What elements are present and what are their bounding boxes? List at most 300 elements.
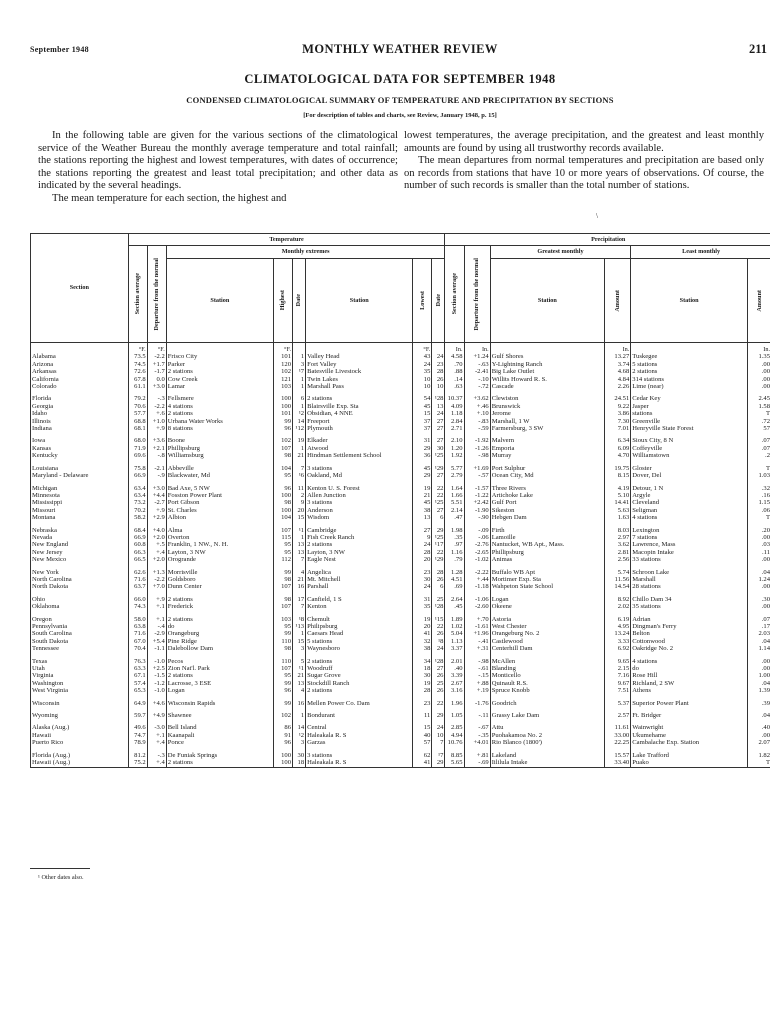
greatest-station-cell: Quinault R.S. <box>490 680 604 687</box>
least-amount-cell: 2.07 <box>748 739 770 746</box>
highest-date-cell: 4 <box>293 569 306 576</box>
section-name-cell: Texas <box>31 658 129 665</box>
precip-departure-cell: -1.57 <box>464 485 490 492</box>
section-name-cell: Maryland - Delaware <box>31 472 129 479</box>
highest-temp-cell: 98 <box>273 596 292 603</box>
highest-temp-cell: 100 <box>273 403 292 410</box>
highest-temp-cell: 99 <box>273 569 292 576</box>
temp-departure-cell: -1.1 <box>147 645 166 652</box>
precip-departure-cell: -.09 <box>464 527 490 534</box>
precip-departure-cell: -.11 <box>464 712 490 719</box>
greatest-amount-cell: 6.92 <box>605 645 631 652</box>
lowest-station-cell: 2 stations <box>306 395 413 402</box>
highest-temp-cell: 96 <box>273 739 292 746</box>
highest-temp-cell: 100 <box>273 752 292 759</box>
least-amount-cell: .00 <box>748 665 770 672</box>
highest-temp-cell: 102 <box>273 437 292 444</box>
lowest-station-cell: Blairsville Exp. Sta <box>306 403 413 410</box>
temp-departure-cell: 0.0 <box>147 376 166 383</box>
precip-departure-cell: -.63 <box>464 361 490 368</box>
greatest-station-cell: Farmersburg, 3 SW <box>490 425 604 432</box>
highest-station-cell: Goldsboro <box>166 576 273 583</box>
lowest-date-cell: ¹8 <box>432 638 445 645</box>
lowest-station-cell: Parshall <box>306 583 413 590</box>
highest-temp-cell: 112 <box>273 556 292 563</box>
greatest-amount-cell: 7.16 <box>605 672 631 679</box>
highest-station-cell: Parker <box>166 361 273 368</box>
highest-date-cell: 1 <box>293 403 306 410</box>
temp-average-cell: 78.9 <box>128 739 147 746</box>
greatest-station-cell: Willits Howard R. S. <box>490 376 604 383</box>
precip-average-cell: 5.77 <box>445 465 464 472</box>
highest-date-cell: 7 <box>293 465 306 472</box>
greatest-amount-cell: 3.33 <box>605 638 631 645</box>
table-row <box>31 361 770 368</box>
temp-departure-cell: -2.1 <box>147 465 166 472</box>
temp-departure-cell: +2.0 <box>147 556 166 563</box>
highest-station-cell: Frederick <box>166 603 273 610</box>
temp-departure-cell: -.4 <box>147 623 166 630</box>
section-name-cell: Puerto Rico <box>31 739 129 746</box>
lowest-temp-cell: 19 <box>413 485 432 492</box>
section-name-cell: Arizona <box>31 361 129 368</box>
highest-temp-cell: 107 <box>273 583 292 590</box>
lowest-station-cell: Layton, 3 NW <box>306 549 413 556</box>
greatest-amount-cell: 3.74 <box>605 361 631 368</box>
greatest-amount-cell: 2.26 <box>605 383 631 390</box>
subgroup-header-greatest-monthly: Greatest monthly <box>490 246 631 259</box>
greatest-station-cell: Astoria <box>490 616 604 623</box>
precip-average-cell: .70 <box>445 361 464 368</box>
temp-departure-cell: +.4 <box>147 759 166 767</box>
col-header-temp-departure: Departure from the normal <box>147 246 166 343</box>
temp-departure-cell: +.4 <box>147 739 166 746</box>
highest-date-cell: ¹6 <box>293 472 306 479</box>
temp-departure-cell: +4.0 <box>147 527 166 534</box>
lowest-station-cell: Batesville Livestock <box>306 368 413 375</box>
lowest-date-cell: ¹15 <box>432 616 445 623</box>
table-row <box>31 514 770 521</box>
greatest-station-cell: Buffalo WB Apt <box>490 569 604 576</box>
highest-date-cell: ¹2 <box>293 732 306 739</box>
lowest-station-cell: Obsidian, 4 NNE <box>306 410 413 417</box>
highest-date-cell: 19 <box>293 437 306 444</box>
precip-departure-cell: -1.22 <box>464 492 490 499</box>
greatest-amount-cell: 15.57 <box>605 752 631 759</box>
greatest-amount-cell: 2.57 <box>605 712 631 719</box>
lowest-date-cell: 27 <box>432 665 445 672</box>
lowest-temp-cell: 36 <box>413 452 432 459</box>
least-amount-cell: .07 <box>748 616 770 623</box>
precip-average-cell: 2.10 <box>445 437 464 444</box>
lowest-station-cell: Cambridge <box>306 527 413 534</box>
highest-station-cell: Fellsmere <box>166 395 273 402</box>
highest-station-cell: Frisco City <box>166 353 273 360</box>
lowest-temp-cell: 20 <box>413 556 432 563</box>
least-amount-cell: .00 <box>748 556 770 563</box>
greatest-station-cell: Big Lake Outlet <box>490 368 604 375</box>
highest-temp-cell: 99 <box>273 700 292 707</box>
lowest-station-cell: Plymouth <box>306 425 413 432</box>
lowest-temp-cell: 20 <box>413 623 432 630</box>
greatest-amount-cell: 7.01 <box>605 425 631 432</box>
table-row <box>31 425 770 432</box>
section-name-cell: Indiana <box>31 425 129 432</box>
lowest-temp-cell: 62 <box>413 752 432 759</box>
least-amount-cell: 1.35 <box>748 353 770 360</box>
precip-average-cell: 1.16 <box>445 549 464 556</box>
section-name-cell: Alaska (Aug.) <box>31 724 129 731</box>
stray-mark: \ <box>596 212 598 220</box>
highest-date-cell: 17 <box>293 596 306 603</box>
table-row <box>31 410 770 417</box>
highest-station-cell: Overton <box>166 534 273 541</box>
highest-temp-cell: 102 <box>273 368 292 375</box>
lowest-temp-cell: 37 <box>413 418 432 425</box>
table-row <box>31 527 770 534</box>
lowest-temp-cell: 19 <box>413 616 432 623</box>
lowest-station-cell: Oakland, Md <box>306 472 413 479</box>
temp-average-cell: 75.8 <box>128 465 147 472</box>
section-name-cell: North Carolina <box>31 576 129 583</box>
lowest-station-cell: Allen Junction <box>306 492 413 499</box>
temp-average-cell: 71.6 <box>128 576 147 583</box>
lowest-date-cell: 26 <box>432 672 445 679</box>
highest-temp-cell: 99 <box>273 630 292 637</box>
least-amount-cell: 1.82 <box>748 752 770 759</box>
precip-average-cell: .14 <box>445 376 464 383</box>
least-station-cell: 35 stations <box>631 603 748 610</box>
greatest-station-cell: West Chester <box>490 623 604 630</box>
table-row <box>31 576 770 583</box>
greatest-station-cell: Sikeston <box>490 507 604 514</box>
precip-average-cell: 1.28 <box>445 569 464 576</box>
table-row <box>31 687 770 694</box>
temp-average-cell: 63.3 <box>128 665 147 672</box>
precip-average-cell: 2.71 <box>445 425 464 432</box>
section-name-cell: Nebraska <box>31 527 129 534</box>
precip-average-cell: 4.51 <box>445 576 464 583</box>
greatest-amount-cell: 14.41 <box>605 499 631 506</box>
section-name-cell: Pennsylvania <box>31 623 129 630</box>
temp-average-cell: 64.9 <box>128 700 147 707</box>
precip-departure-cell: +1.69 <box>464 465 490 472</box>
temp-departure-cell: -1.2 <box>147 680 166 687</box>
unit-cell: °F. <box>147 343 166 354</box>
precip-departure-cell: -.59 <box>464 425 490 432</box>
precip-departure-cell: -.98 <box>464 452 490 459</box>
highest-date-cell: 16 <box>293 583 306 590</box>
temp-average-cell: 76.3 <box>128 658 147 665</box>
temp-departure-cell: -1.0 <box>147 687 166 694</box>
highest-date-cell: 2 <box>293 492 306 499</box>
precip-departure-cell: +2.42 <box>464 499 490 506</box>
temp-average-cell: 57.7 <box>128 410 147 417</box>
lowest-temp-cell: 27 <box>413 527 432 534</box>
highest-date-cell: 1 <box>293 353 306 360</box>
highest-station-cell: 8 stations <box>166 425 273 432</box>
greatest-amount-cell: 5.37 <box>605 700 631 707</box>
greatest-station-cell: Port Sulphur <box>490 465 604 472</box>
precip-average-cell: .35 <box>445 534 464 541</box>
highest-temp-cell: 103 <box>273 383 292 390</box>
highest-temp-cell: 96 <box>273 485 292 492</box>
table-row <box>31 712 770 719</box>
least-amount-cell: .07 <box>748 445 770 452</box>
temp-departure-cell: +5.4 <box>147 638 166 645</box>
highest-temp-cell: 104 <box>273 465 292 472</box>
temp-departure-cell: +.1 <box>147 616 166 623</box>
highest-date-cell: 3 <box>293 739 306 746</box>
temp-departure-cell: +1.7 <box>147 361 166 368</box>
least-station-cell: Cleveland <box>631 499 748 506</box>
temp-average-cell: 63.8 <box>128 623 147 630</box>
precip-departure-cell: +1.24 <box>464 353 490 360</box>
least-station-cell: Detour, 1 N <box>631 485 748 492</box>
col-header-least-amount: Amount <box>748 259 770 343</box>
least-amount-cell: 1.14 <box>748 645 770 652</box>
highest-date-cell: 13 <box>293 549 306 556</box>
temp-average-cell: 62.6 <box>128 569 147 576</box>
temp-departure-cell: +.5 <box>147 541 166 548</box>
temp-departure-cell: -.8 <box>147 452 166 459</box>
lowest-temp-cell: 10 <box>413 376 432 383</box>
least-station-cell: Adrian <box>631 616 748 623</box>
section-name-cell: New Jersey <box>31 549 129 556</box>
highest-station-cell: Boone <box>166 437 273 444</box>
highest-date-cell: 14 <box>293 418 306 425</box>
lowest-date-cell: ¹29 <box>432 556 445 563</box>
highest-date-cell: 21 <box>293 452 306 459</box>
highest-temp-cell: 86 <box>273 724 292 731</box>
lowest-temp-cell: 24 <box>413 361 432 368</box>
highest-temp-cell: 100 <box>273 395 292 402</box>
unit-cell: °F. <box>128 343 147 354</box>
least-station-cell: 314 stations <box>631 376 748 383</box>
least-station-cell: Lawrence, Mass <box>631 541 748 548</box>
table-row <box>31 368 770 375</box>
subgroup-header-monthly-extremes: Monthly extremes <box>166 246 445 259</box>
section-name-cell: New Mexico <box>31 556 129 563</box>
least-amount-cell: 57 <box>748 425 770 432</box>
unit-cell: In. <box>464 343 490 354</box>
lowest-temp-cell: 10 <box>413 383 432 390</box>
greatest-station-cell: Animas <box>490 556 604 563</box>
highest-temp-cell: 107 <box>273 445 292 452</box>
lowest-date-cell: 24 <box>432 353 445 360</box>
least-station-cell: Jasper <box>631 403 748 410</box>
lowest-date-cell: 26 <box>432 576 445 583</box>
precip-average-cell: 5.51 <box>445 499 464 506</box>
greatest-amount-cell: 9.67 <box>605 680 631 687</box>
page-number: 211 <box>748 42 767 56</box>
precip-average-cell: 4.94 <box>445 732 464 739</box>
section-name-cell: North Dakota <box>31 583 129 590</box>
table-row <box>31 437 770 444</box>
precip-departure-cell: +1.96 <box>464 630 490 637</box>
least-station-cell: 4 stations <box>631 514 748 521</box>
reference-note: [For description of tables and charts, see Review, January 1948, p. 15] <box>303 112 497 119</box>
temp-departure-cell: -2.2 <box>147 353 166 360</box>
greatest-station-cell: Gulf Port <box>490 499 604 506</box>
lowest-station-cell: Valley Head <box>306 353 413 360</box>
lowest-date-cell: 10 <box>432 732 445 739</box>
highest-date-cell: 3 <box>293 645 306 652</box>
temp-departure-cell: +7.0 <box>147 583 166 590</box>
precip-departure-cell: -.72 <box>464 383 490 390</box>
table-row <box>31 383 770 390</box>
least-amount-cell: 1.03 <box>748 472 770 479</box>
temp-departure-cell: -2.9 <box>147 630 166 637</box>
precip-average-cell: 1.89 <box>445 616 464 623</box>
least-amount-cell: 2.03 <box>748 630 770 637</box>
precip-average-cell: 8.85 <box>445 752 464 759</box>
table-row <box>31 549 770 556</box>
highest-station-cell: Wisconsin Rapids <box>166 700 273 707</box>
precip-average-cell: 1.66 <box>445 492 464 499</box>
temp-average-cell: 57.4 <box>128 680 147 687</box>
greatest-amount-cell: 19.75 <box>605 465 631 472</box>
greatest-amount-cell: 33.00 <box>605 732 631 739</box>
least-station-cell: 33 stations <box>631 556 748 563</box>
col-header-section: Section <box>31 234 129 343</box>
least-station-cell: Chillo Dam 34 <box>631 596 748 603</box>
highest-temp-cell: 95 <box>273 623 292 630</box>
lowest-station-cell: 5 stations <box>306 638 413 645</box>
least-amount-cell: .00 <box>748 383 770 390</box>
greatest-station-cell: Murray <box>490 452 604 459</box>
greatest-amount-cell: 14.54 <box>605 583 631 590</box>
temp-average-cell: 66.9 <box>128 472 147 479</box>
section-name-cell: Georgia <box>31 403 129 410</box>
lowest-date-cell: ¹29 <box>432 465 445 472</box>
temp-departure-cell: +.6 <box>147 410 166 417</box>
greatest-station-cell: Y-Lightning Ranch <box>490 361 604 368</box>
precip-departure-cell: -1.92 <box>464 437 490 444</box>
highest-temp-cell: 98 <box>273 452 292 459</box>
temp-average-cell: 79.2 <box>128 395 147 402</box>
greatest-station-cell: Malvern <box>490 437 604 444</box>
section-name-cell: Louisiana <box>31 465 129 472</box>
highest-station-cell: De Funiak Springs <box>166 752 273 759</box>
least-station-cell: Henryville State Forest <box>631 425 748 432</box>
section-name-cell: Florida <box>31 395 129 402</box>
lowest-station-cell: 2 stations <box>306 687 413 694</box>
lowest-station-cell: Central <box>306 724 413 731</box>
greatest-station-cell: Lamoille <box>490 534 604 541</box>
precip-average-cell: 4.58 <box>445 353 464 360</box>
lowest-station-cell: Kenton U. S. Forest <box>306 485 413 492</box>
least-amount-cell: .03 <box>748 541 770 548</box>
greatest-amount-cell: 6.34 <box>605 437 631 444</box>
highest-station-cell: 2 stations <box>166 672 273 679</box>
lowest-date-cell: ¹25 <box>432 499 445 506</box>
section-name-cell: Oregon <box>31 616 129 623</box>
lowest-station-cell: Waynesboro <box>306 645 413 652</box>
table-row <box>31 658 770 665</box>
temp-average-cell: 68.8 <box>128 418 147 425</box>
highest-date-cell: ¹8 <box>293 616 306 623</box>
greatest-station-cell: Hebgen Dam <box>490 514 604 521</box>
precip-average-cell: .47 <box>445 514 464 521</box>
climate-table-body <box>31 343 770 768</box>
highest-date-cell: 15 <box>293 514 306 521</box>
temp-average-cell: 59.7 <box>128 712 147 719</box>
table-row <box>31 616 770 623</box>
least-station-cell: Oakridge No. 2 <box>631 645 748 652</box>
temp-departure-cell: -2.2 <box>147 576 166 583</box>
greatest-station-cell: Phillipsburg <box>490 549 604 556</box>
temp-average-cell: 74.7 <box>128 732 147 739</box>
greatest-amount-cell: 4.95 <box>605 623 631 630</box>
col-header-high-station: Station <box>166 259 273 343</box>
section-name-cell: Utah <box>31 665 129 672</box>
temp-departure-cell: -2.7 <box>147 499 166 506</box>
temp-average-cell: 66.0 <box>128 596 147 603</box>
temp-departure-cell: +.9 <box>147 507 166 514</box>
highest-temp-cell: 110 <box>273 658 292 665</box>
precip-average-cell: 1.64 <box>445 485 464 492</box>
lowest-date-cell: 27 <box>432 425 445 432</box>
temp-average-cell: 71.6 <box>128 630 147 637</box>
highest-station-cell: Phillipsburg <box>166 445 273 452</box>
highest-station-cell: Blackwater, Md <box>166 472 273 479</box>
least-amount-cell: 1.39 <box>748 687 770 694</box>
greatest-amount-cell: 5.74 <box>605 569 631 576</box>
least-station-cell: Seligman <box>631 507 748 514</box>
greatest-amount-cell: 2.97 <box>605 534 631 541</box>
journal-title: MONTHLY WEATHER REVIEW <box>302 42 498 56</box>
temp-average-cell: 70.2 <box>128 507 147 514</box>
temp-average-cell: 70.6 <box>128 403 147 410</box>
precip-departure-cell: +.46 <box>464 403 490 410</box>
section-name-cell: Hawaii (Aug.) <box>31 759 129 767</box>
precip-average-cell: 2.01 <box>445 658 464 665</box>
highest-date-cell: 20 <box>293 507 306 514</box>
highest-station-cell: 2 stations <box>166 410 273 417</box>
greatest-station-cell: Wahpeton State School <box>490 583 604 590</box>
table-row <box>31 395 770 402</box>
greatest-amount-cell: 7.51 <box>605 687 631 694</box>
col-header-greatest-station: Station <box>490 259 604 343</box>
greatest-amount-cell: 13.27 <box>605 353 631 360</box>
temp-departure-cell: +4.6 <box>147 700 166 707</box>
least-station-cell: Greenville <box>631 418 748 425</box>
greatest-station-cell: Centerhill Dam <box>490 645 604 652</box>
lowest-date-cell: ¹28 <box>432 658 445 665</box>
precip-departure-cell: -1.26 <box>464 445 490 452</box>
least-amount-cell: .39 <box>748 700 770 707</box>
highest-temp-cell: 103 <box>273 616 292 623</box>
highest-station-cell: Ponce <box>166 739 273 746</box>
lowest-temp-cell: 45 <box>413 465 432 472</box>
highest-temp-cell: 107 <box>273 665 292 672</box>
lowest-station-cell: Eagle Nest <box>306 556 413 563</box>
highest-temp-cell: 91 <box>273 732 292 739</box>
least-station-cell: Coffeyville <box>631 445 748 452</box>
least-amount-cell: 1.00 <box>748 672 770 679</box>
greatest-station-cell: Mortimer Exp. Sta <box>490 576 604 583</box>
precip-average-cell: 2.67 <box>445 680 464 687</box>
temp-departure-cell: +.1 <box>147 732 166 739</box>
least-amount-cell: .2 <box>748 452 770 459</box>
greatest-station-cell: Castlewood <box>490 638 604 645</box>
precip-departure-cell: -1.18 <box>464 583 490 590</box>
precip-departure-cell: -2.22 <box>464 569 490 576</box>
intro-paragraph: In the following table are given for the various sections of the climatological service of the Weather Bureau the monthly average temperature and total rainfall; the stations reporting the highest and lowest temperatures, with dates of occurrence; the stations reporting the greatest and least total precipitation; and other data as indicated by the several headings. <box>38 130 398 192</box>
precip-average-cell: 2.14 <box>445 507 464 514</box>
temp-average-cell: 63.7 <box>128 583 147 590</box>
